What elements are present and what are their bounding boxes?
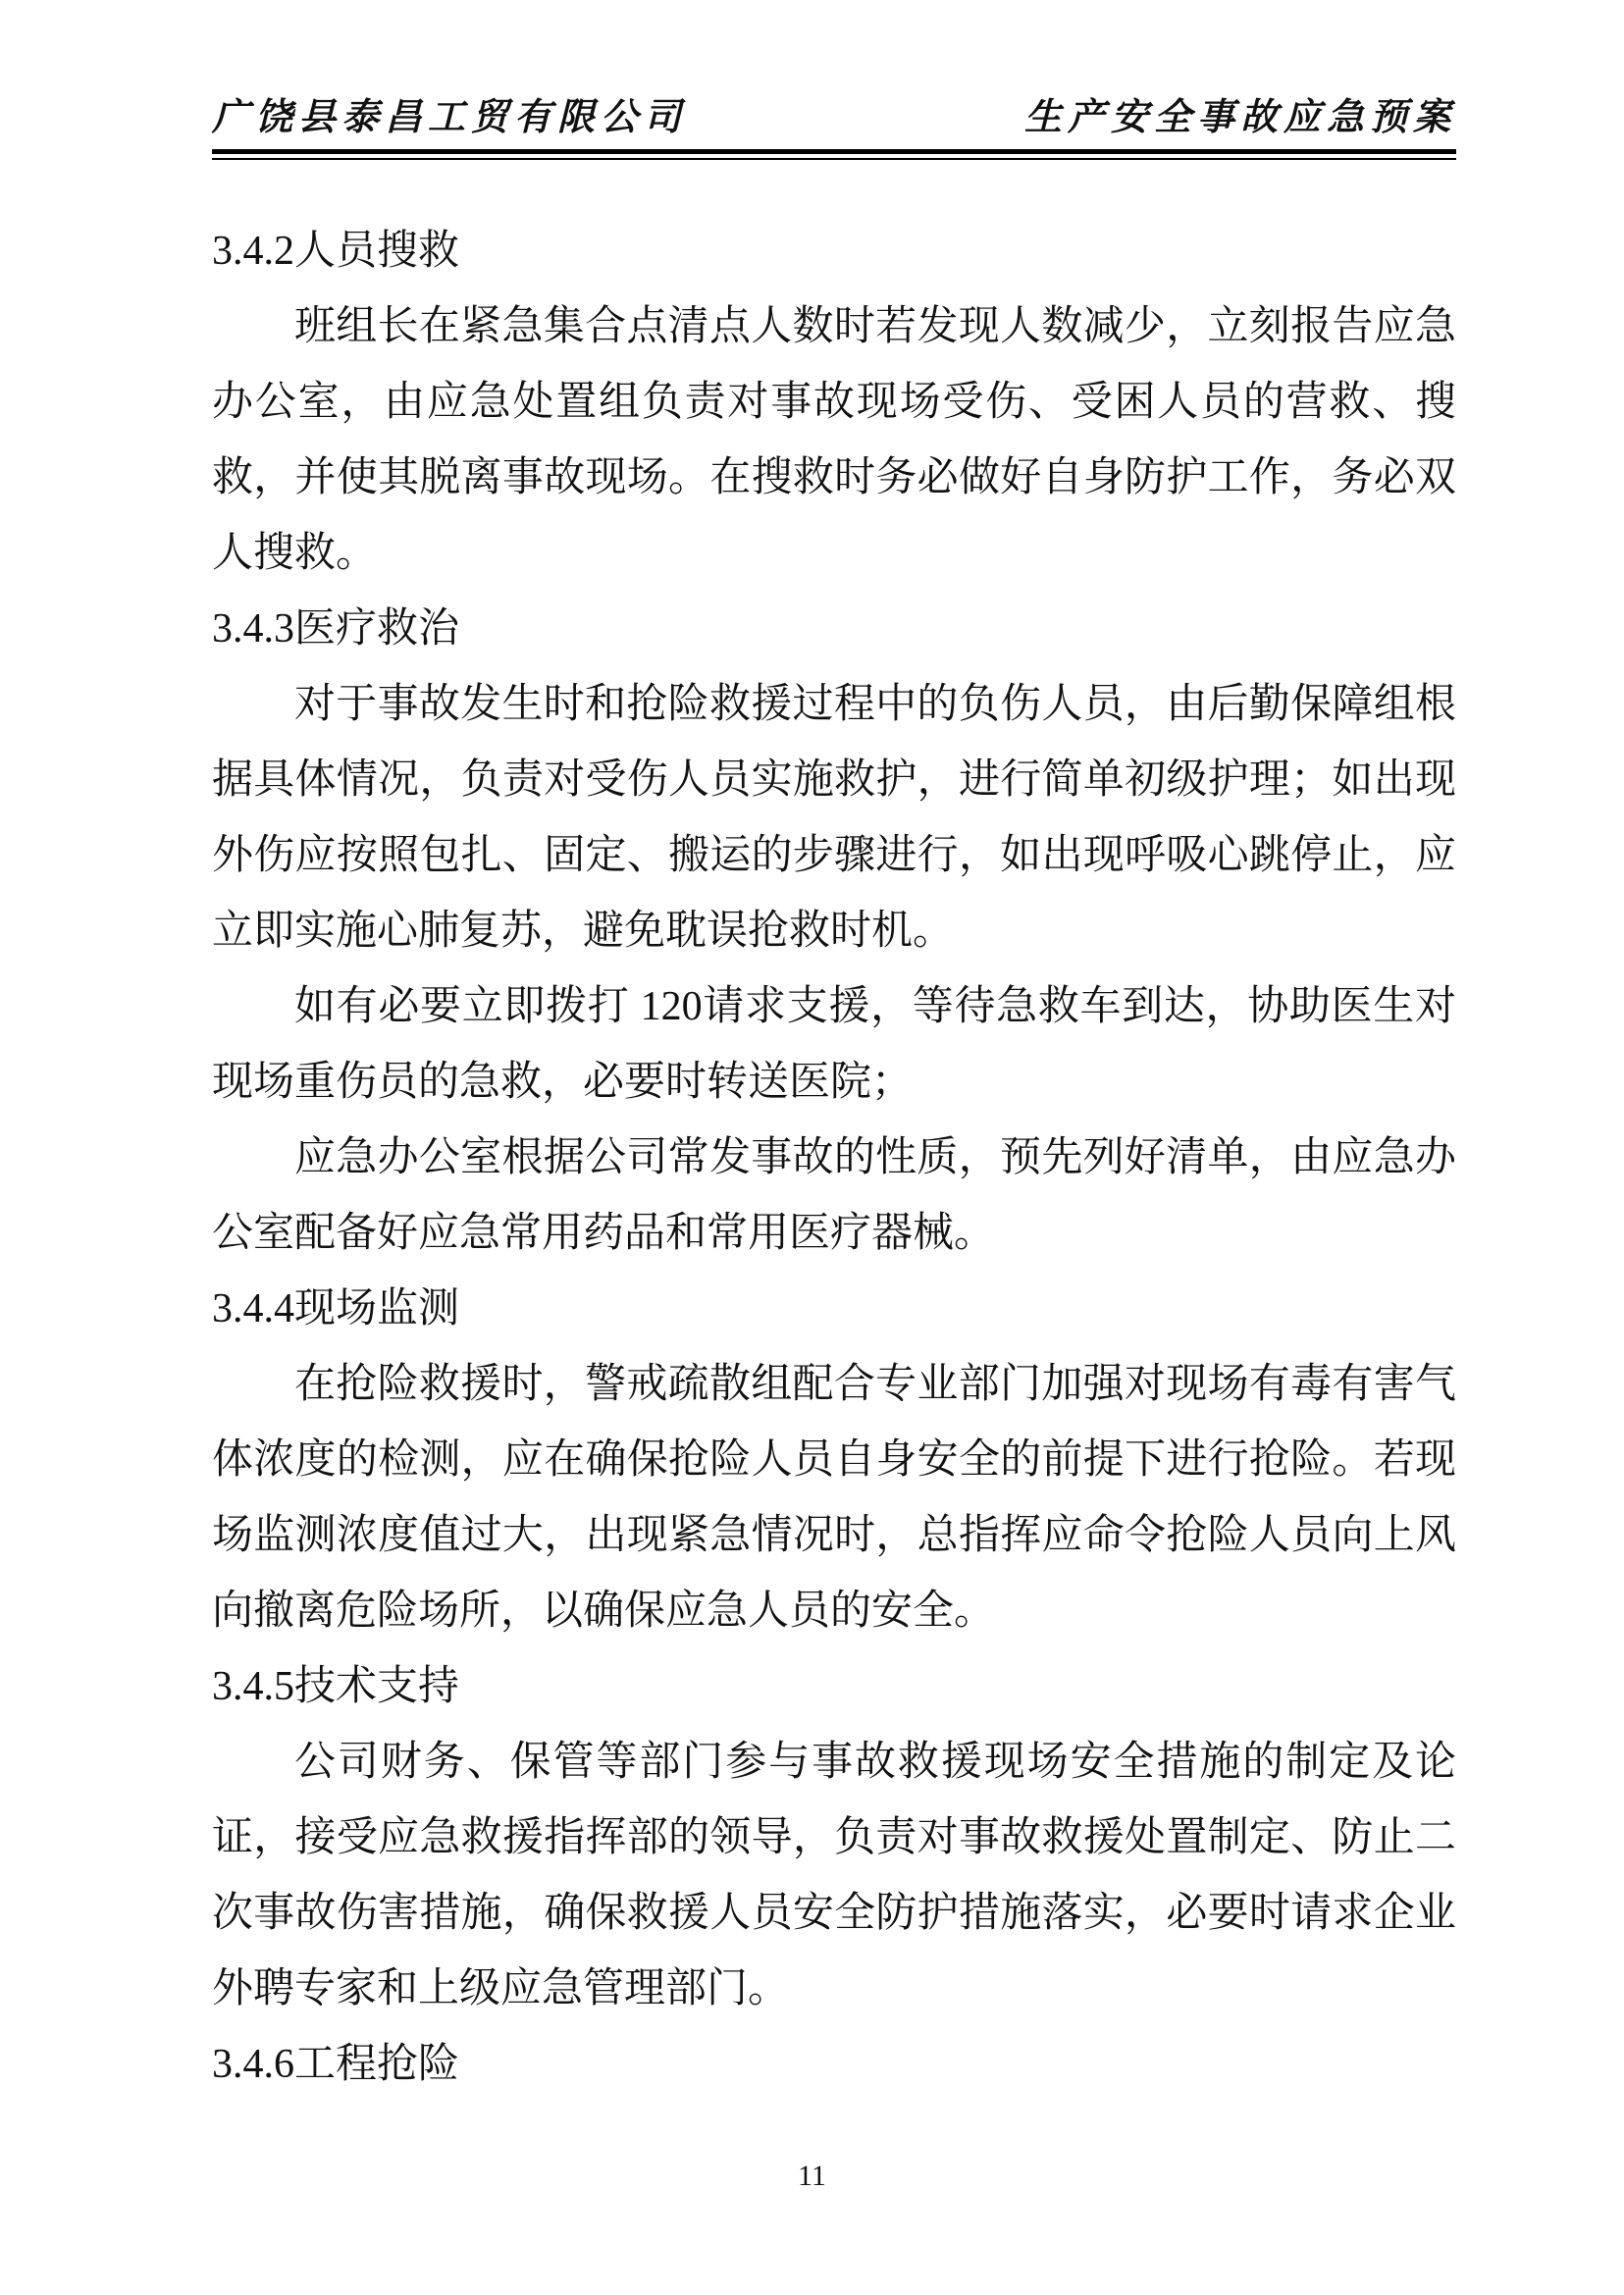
header-document-title: 生产安全事故应急预案	[1023, 97, 1456, 138]
body-paragraph-medical-rescue-2: 如有必要立即拨打 120请求支援，等待急救车到达，协助医生对现场重伤员的急救，必要时转送医院；	[212, 984, 1456, 1105]
page-header	[212, 94, 1456, 160]
header-row	[212, 94, 1456, 141]
section-heading-3-4-5: 3.4.5技术支持	[212, 1664, 460, 1709]
body-paragraph-site-monitoring: 在抢险救援时，警戒疏散组配合专业部门加强对现场有毒有害气体浓度的检测，应在确保抢险人员自身安全的前提下进行抢险。若现场监测浓度值过大，出现紧急情况时，总指挥应命令抢险人员向上风向撤离危险场所，以确保应急人员的安全。	[212, 1362, 1456, 1634]
section-heading-3-4-4: 3.4.4现场监测	[212, 1286, 460, 1331]
document-body	[212, 214, 1456, 2103]
section-heading-3-4-3: 3.4.3医疗救治	[212, 606, 460, 652]
body-paragraph-technical-support: 公司财务、保管等部门参与事故救援现场安全措施的制定及论证，接受应急救援指挥部的领导，负责对事故救援处置制定、防止二次事故伤害措施，确保救援人员安全防护措施落实，必要时请求企业外聘专家和上级应急管理部门。	[212, 1740, 1456, 2011]
page-number: 11	[798, 2160, 826, 2192]
body-paragraph-medical-rescue-3: 应急办公室根据公司常发事故的性质，预先列好清单，由应急办公室配备好应急常用药品和常用医疗器械。	[212, 1135, 1456, 1256]
page-footer	[0, 2157, 1624, 2196]
header-rule-thin-line	[212, 158, 1456, 160]
body-paragraph-personnel-search: 班组长在紧急集合点清点人数时若发现人数减少，立刻报告应急办公室，由应急处置组负责对事故现场受伤、受困人员的营救、搜救，并使其脱离事故现场。在搜救时务必做好自身防护工作，务必双人搜救。	[212, 304, 1456, 576]
body-paragraph-medical-rescue-1: 对于事故发生时和抢险救援过程中的负伤人员，由后勤保障组根据具体情况，负责对受伤人员实施救护，进行简单初级护理；如出现外伤应按照包扎、固定、搬运的步骤进行，如出现呼吸心跳停止，应立即实施心肺复苏，避免耽误抢救时机。	[212, 682, 1456, 954]
header-company-name: 广饶县泰昌工贸有限公司	[212, 97, 688, 138]
header-rule-thick-line	[212, 149, 1456, 154]
section-heading-3-4-2: 3.4.2人员搜救	[212, 229, 460, 274]
section-heading-3-4-6: 3.4.6工程抢险	[212, 2042, 460, 2087]
header-rule	[212, 149, 1456, 160]
